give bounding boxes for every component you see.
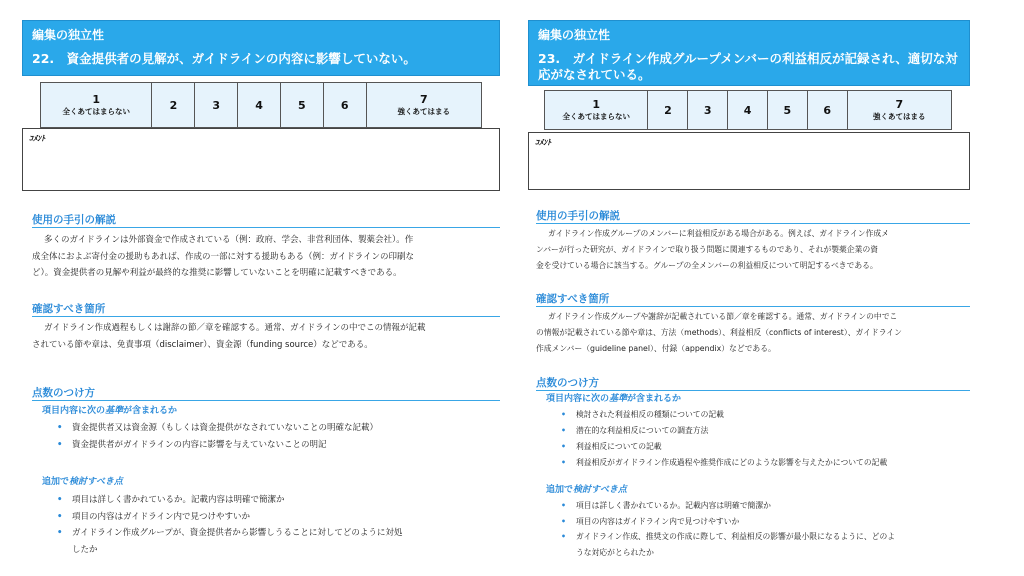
score-heading: 点数のつけ方 [536,376,970,391]
item-question: 23. ガイドライン作成グループメンバーの利益相反が記録され、適切な対応がなされている。 [538,51,958,82]
list-item: • 検討された利益相反の種類についての記載 [561,410,724,419]
check-text: ガイドライン作成過程もしくは謝辞の節／章を確認する。通常、ガイドラインの中でこの情報が記載 されている節や章は、免責事項（disclaimer）、資金源（funding source）などである。 [32,323,426,350]
criteria-heading: 項目内容に次の基準が含まれるか [42,406,178,416]
item-banner [528,20,970,86]
consider-list [560,498,980,560]
list-item: • ガイドライン作成グループが、資金提供者から影響しうることに対してどのように対処 したか [57,528,403,555]
rating-scale [40,82,482,128]
rating-option-3[interactable]: 3 [195,83,238,127]
rating-option-1[interactable]: 1 全くあてはまらない [41,83,152,127]
comment-box[interactable] [528,132,970,190]
item-banner [22,20,500,76]
guide-text: 多くのガイドラインは外部資金で作成されている（例：政府、学会、非営利団体、製薬会社）。作 成全体におよぶ寄付金の援助もあれば、作成の一部に対する援助もある（例：ガイドラインの印刷な ど）。資金提供者の見解や利益が最終的な推奨に影響していないことを明確に記載すべきである。 [32,235,414,278]
consider-list [56,492,496,558]
list-item: • 利益相反についての記載 [561,442,662,451]
criteria-list [56,420,496,454]
rating-option-7[interactable]: 7 強くあてはまる [873,98,926,121]
list-item: • 項目の内容はガイドライン内で見つけやすいか [57,511,250,522]
list-item: • 項目は詳しく書かれているか。記載内容は明確で簡潔か [561,501,771,510]
list-item: • 利益相反がガイドライン作成過程や推奨作成にどのような影響を与えたかについての記載 [561,458,888,467]
check-heading: 確認すべき箇所 [536,292,970,307]
check-text: ガイドライン作成グループや謝辞が記載されている節／章を確認する。通常、ガイドラインの中でこ の情報が記載されている節や章は、方法（methods）、利益相反（conflicts of interest）、ガイドライン 作成メンバー（guideline panel）、付録（appendix）などである。 [536,312,902,353]
rating-option-4[interactable]: 4 [728,91,768,129]
list-item: • 資金提供者がガイドラインの内容に影響を与えていないことの明記 [57,440,327,450]
criteria-list [560,407,980,471]
comment-label: ｺﾒﾝﾄ [535,138,551,147]
rating-option-2[interactable]: 2 [648,91,688,129]
page-panel-item-22 [0,0,500,576]
rating-option-2[interactable]: 2 [152,83,195,127]
guide-heading: 使用の手引の解説 [32,213,500,228]
rating-option-6[interactable]: 6 [808,91,848,129]
list-item: • 項目は詳しく書かれているか。記載内容は明確で簡潔か [57,495,285,505]
guide-text: ガイドライン作成グループのメンバーに利益相反がある場合がある。例えば、ガイドライン作成メ ンバーが行った研究が、ガイドラインで取り扱う問題に関連するものであり、それが製薬企業の資 金を受けている場合に該当する。グループの全メンバーの利益相反について明記するべきである。 [536,229,889,270]
consider-heading: 追加で検討すべき点 [42,477,123,487]
guide-heading: 使用の手引の解説 [536,209,970,224]
score-heading: 点数のつけ方 [32,386,500,401]
rating-option-1[interactable]: 1 全くあてはまらない [545,91,648,129]
rating-option-6[interactable]: 6 [324,83,367,127]
rating-option-7[interactable]: 7 強くあてはまる [397,93,451,116]
list-item: • ガイドライン作成、推奨文の作成に際して、利益相反の影響が最小限になるように、どのよ うな対応がとられたか [561,532,896,557]
section-title: 編集の独立性 [32,28,105,42]
list-item: • 項目の内容はガイドライン内で見つけやすいか [561,516,740,526]
rating-option-5[interactable]: 5 [768,91,808,129]
criteria-heading: 項目内容に次の基準が含まれるか [546,394,682,404]
page-panel-item-23 [524,0,1024,576]
rating-option-4[interactable]: 4 [238,83,281,127]
rating-option-5[interactable]: 5 [281,83,324,127]
rating-option-3[interactable]: 3 [688,91,728,129]
comment-box[interactable] [22,128,500,191]
item-question: 22. 資金提供者の見解が、ガイドラインの内容に影響していない。 [32,51,416,66]
list-item: • 潜在的な利益相反についての調査方法 [561,426,709,435]
consider-heading: 追加で検討すべき点 [546,485,627,495]
section-title: 編集の独立性 [538,28,611,42]
rating-scale [544,90,952,130]
list-item: • 資金提供者又は資金源（もしくは資金提供がなされていないことの明確な記載） [57,423,379,433]
comment-label: ｺﾒﾝﾄ [29,134,45,143]
check-heading: 確認すべき箇所 [32,302,500,317]
